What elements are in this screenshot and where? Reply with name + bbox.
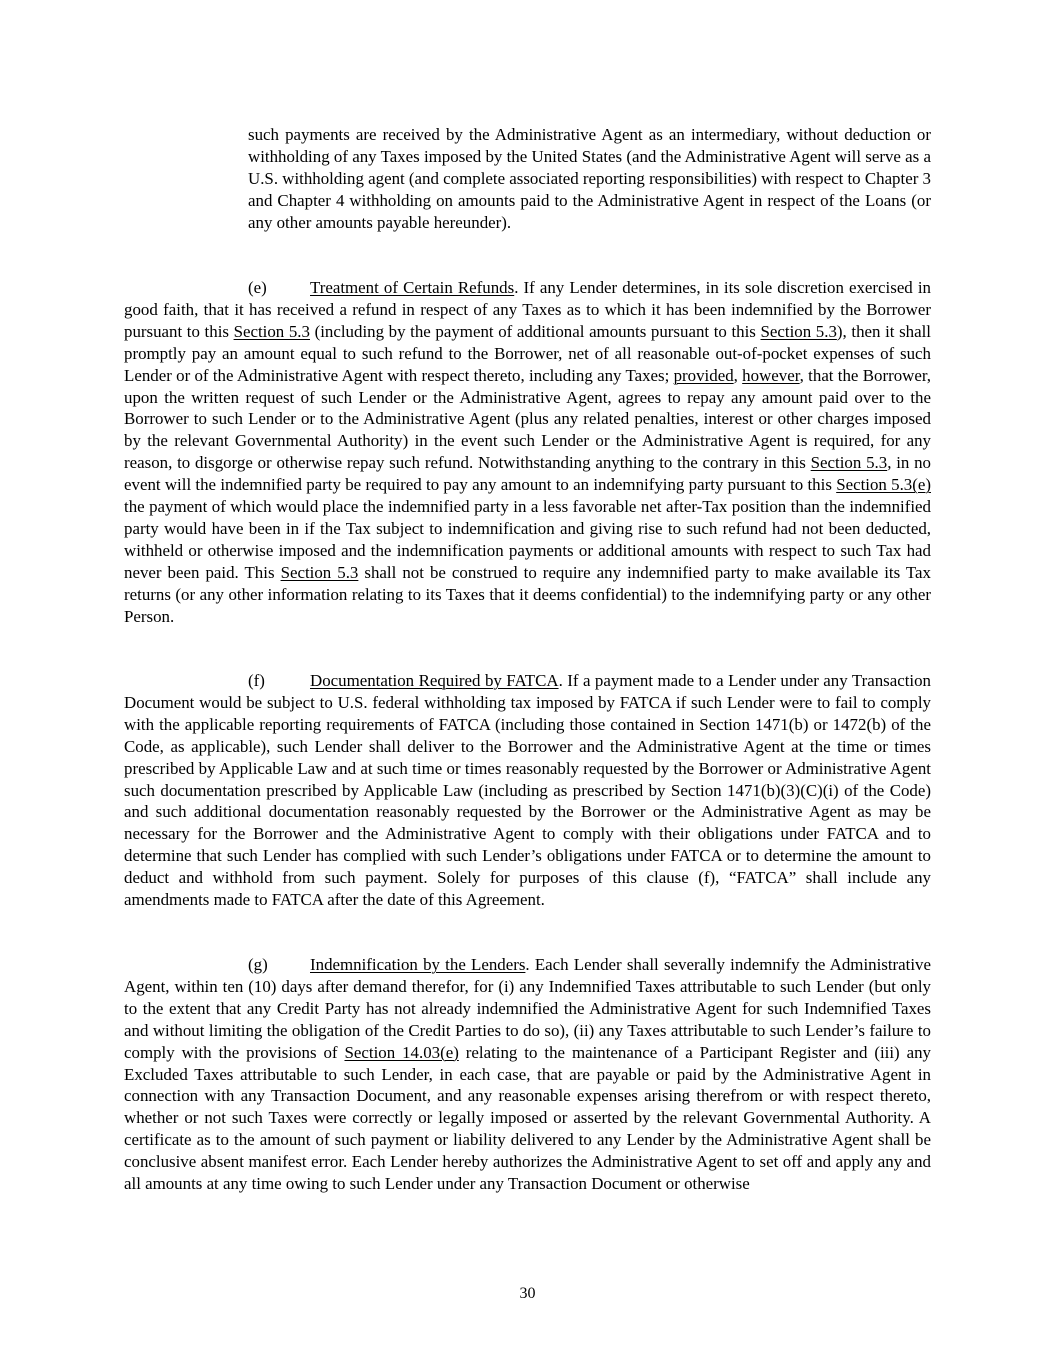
section-e-text-3: ), then it shall promptly pay an amount equal to such refund to the Borrower, net of all reasonable out-of-pocket expenses of such Lender or of the Administrative Agent with respect thereto, including any Taxes; xyxy=(124,321,931,385)
section-g-text-1: . Each Lender shall severally indemnify the Administrative Agent, within ten (10) days after demand therefor, for (i) any Indemnified Taxes attributable to such Lender (but only to the extent that any Credit Party has not already indemnified the Administrative Agent for such Indemnified Taxes and without limiting the obligation of the Credit Parties to do so), (ii) any Taxes attributable to such Lender’s failure to comply with the provisions of xyxy=(124,955,931,1062)
section-f-paragraph xyxy=(124,670,931,911)
section-f-label: (f) xyxy=(248,671,265,690)
provided-term: provided xyxy=(673,365,734,385)
section-e-text-6: , in no event will the indemnified party be required to pay any amount to an indemnifying party pursuant to this xyxy=(124,453,931,495)
section-f-text-1: . If a payment made to a Lender under any Transaction Document would be subject to U.S. federal withholding tax imposed by FATCA if such Lender were to fail to comply with the applicable reporting requirements of FATCA (including those contained in Section 1471(b) or 1472(b) of the Code, as applicable), such Lender shall deliver to the Borrower and the Administrative Agent at the time or times prescribed by Applicable Law and at such time or times reasonably requested by the Borrower or Administrative Agent such documentation prescribed by Applicable Law (including as prescribed by Section 1471(b)(3)(C)(i) of the Code) and such additional documentation reasonably requested by the Borrower or the Administrative Agent as may be necessary for the Borrower and the Administrative Agent to comply with their obligations under FATCA and to determine that such Lender has complied with such Lender’s obligations under FATCA or to determine the amount to deduct and withhold from such payment. Solely for purposes of this clause (f), “FATCA” shall include any amendments made to FATCA after the date of this Agreement. xyxy=(124,671,931,910)
section-e-text-1: . If any Lender determines, in its sole discretion exercised in good faith, that it has received a refund in respect of any Taxes as to which it has been indemnified by the Borrower pursuant to this xyxy=(124,278,931,341)
section-e-paragraph xyxy=(124,277,931,628)
section-f-heading: Documentation Required by FATCA xyxy=(310,671,559,690)
section-g-paragraph xyxy=(124,954,931,1195)
section-g-heading: Indemnification by the Lenders xyxy=(310,955,526,974)
section-e-text-7: the payment of which would place the indemnified party in a less favorable net after-Tax position than the indemnified party would have been in if the Tax subject to indemnification and giving rise to such refund had not been deducted, withheld or otherwise imposed and the indemnification payments or additional amounts with respect to such Tax had never been paid. This xyxy=(124,497,931,582)
section-e-text-8: shall not be construed to require any indemnified party to make available its Tax returns (or any other information relating to its Taxes that it deems confidential) to the indemnifying party or any other Person. xyxy=(124,562,932,626)
section-ref-5-3-d: Section 5.3 xyxy=(280,562,359,582)
continuation-text: such payments are received by the Administrative Agent as an intermediary, without deduction or withholding of any Taxes imposed by the United States (and the Administrative Agent will serve as a U.S. withholding agent (and complete associated reporting responsibilities) with respect to Chapter 3 and Chapter 4 withholding on amounts paid to the Administrative Agent in respect of the Loans (or any other amounts payable hereunder). xyxy=(248,125,931,232)
section-ref-5-3-a: Section 5.3 xyxy=(233,321,310,341)
section-ref-5-3-b: Section 5.3 xyxy=(760,321,837,341)
page-number: 30 xyxy=(519,1285,536,1302)
section-ref-5-3-e: Section 5.3(e) xyxy=(836,475,931,495)
section-ref-5-3-c: Section 5.3 xyxy=(810,453,888,473)
section-e-text-4: , xyxy=(733,365,743,385)
however-term: however xyxy=(742,365,800,385)
continuation-paragraph xyxy=(248,124,931,234)
section-g-text-2: relating to the maintenance of a Participant Register and (iii) any Excluded Taxes attributable to such Lender, in each case, that are payable or paid by the Administrative Agent in connection with any Transaction Document, and any reasonable expenses arising therefrom or with respect thereto, whether or not such Taxes were correctly or legally imposed or asserted by the relevant Governmental Authority. A certificate as to the amount of such payment or liability delivered to any Lender by the Administrative Agent shall be conclusive absent manifest error. Each Lender hereby authorizes the Administrative Agent to set off and apply any and all amounts at any time owing to such Lender under any Transaction Document or otherwise xyxy=(124,1042,931,1194)
section-e-heading: Treatment of Certain Refunds xyxy=(310,278,515,297)
section-e-text-5: , that the Borrower, upon the written request of such Lender or the Administrative Agent, agrees to repay any amount paid over to the Borrower to such Lender or to the Administrative Agent (plus any related penalties, interest or other charges imposed by the relevant Governmental Authority) in the event such Lender or the Administrative Agent is required, for any reason, to disgorge or otherwise repay such refund. Notwithstanding anything to the contrary in this xyxy=(124,365,932,473)
section-ref-14-03-e: Section 14.03(e) xyxy=(344,1042,459,1062)
section-e-text-2: (including by the payment of additional amounts pursuant to this xyxy=(309,321,761,341)
section-g-label: (g) xyxy=(248,955,268,974)
section-e-label: (e) xyxy=(248,278,267,297)
